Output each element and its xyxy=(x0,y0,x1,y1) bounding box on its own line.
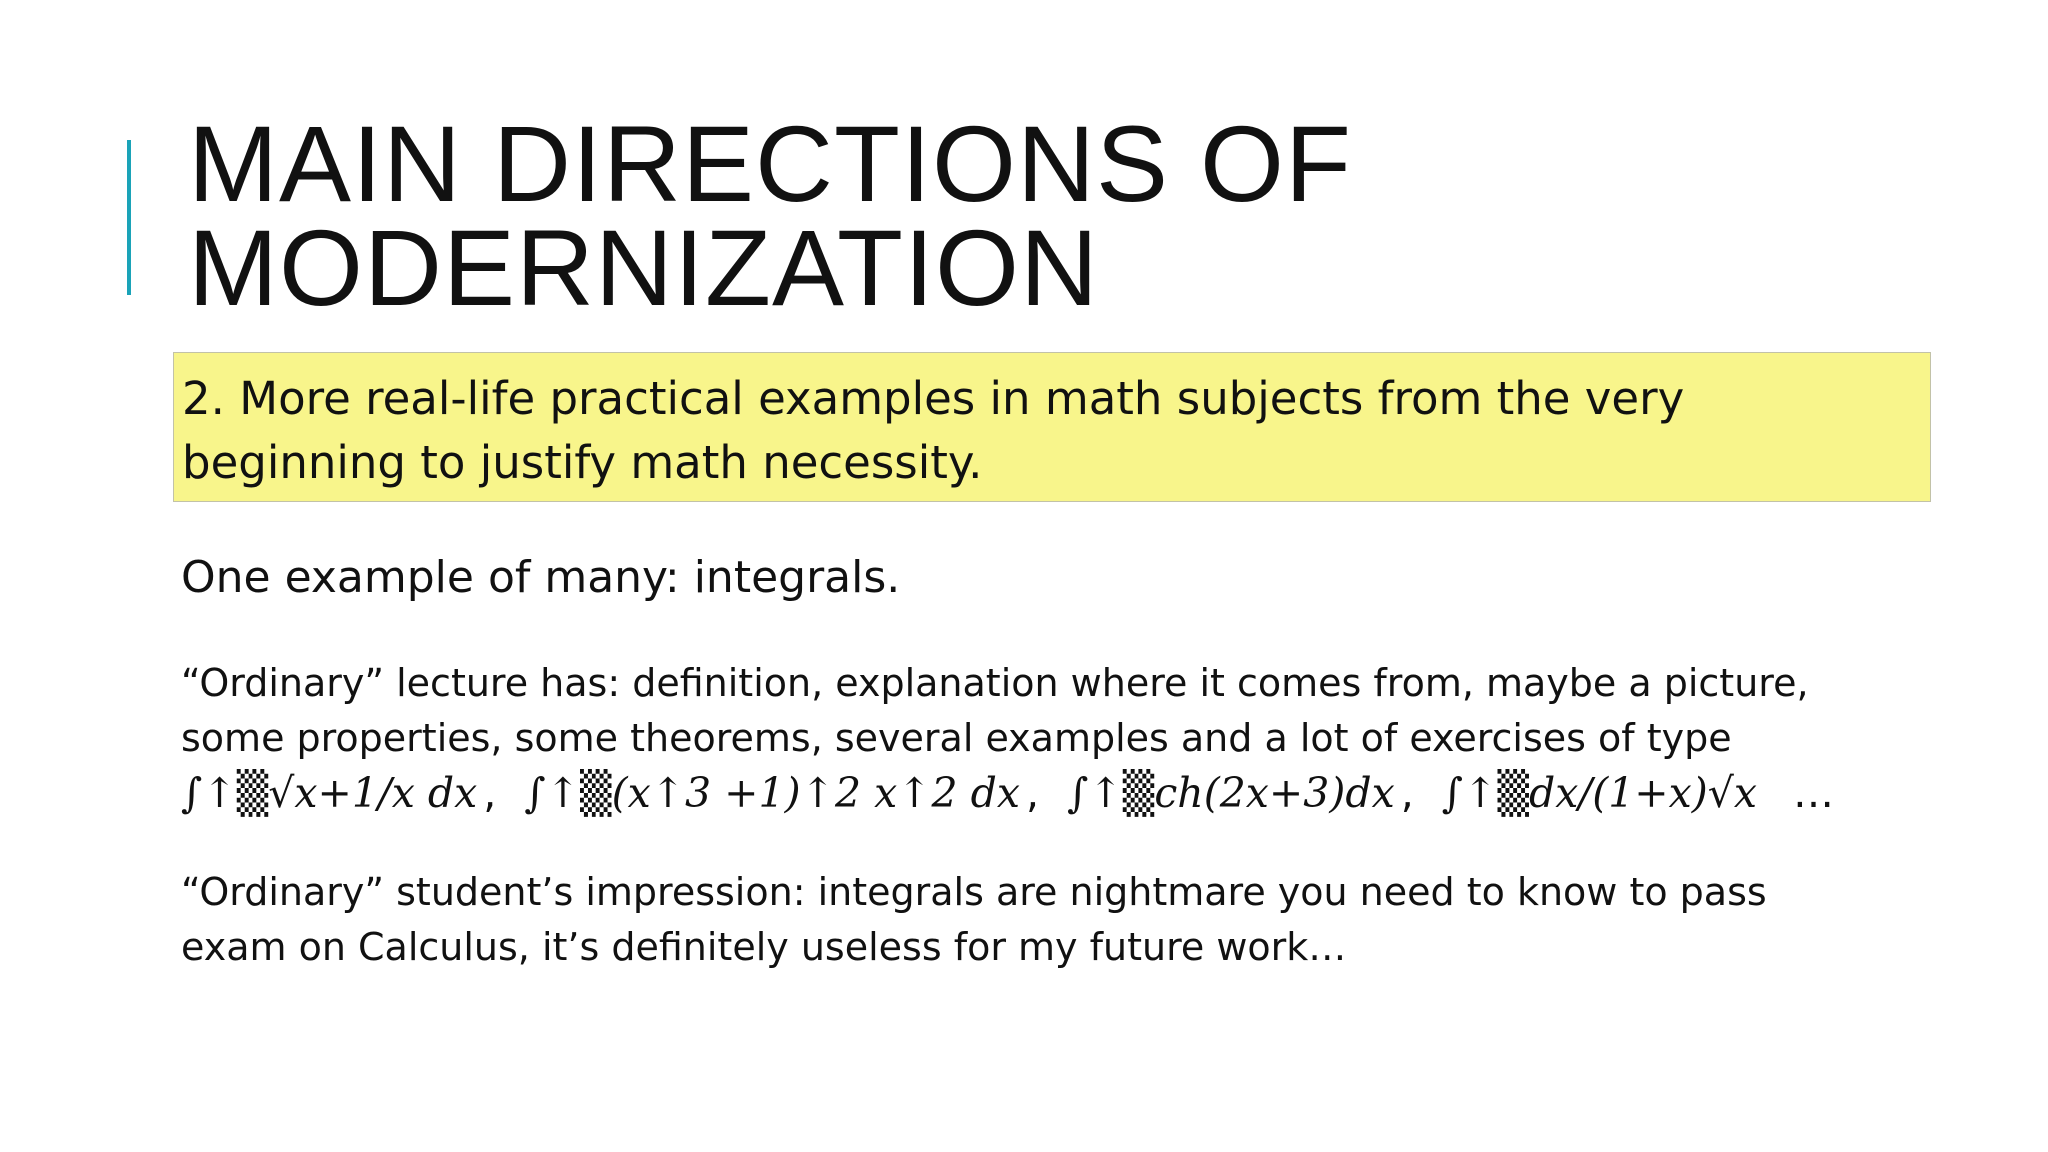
intro-text: One example of many: integrals. xyxy=(181,552,901,603)
slide-title xyxy=(188,103,1353,328)
lecture-paragraph-line-1: “Ordinary” lecture has: definition, explanation where it comes from, maybe a picture, xyxy=(181,661,1809,705)
slide-title-line-2: MODERNIZATION xyxy=(188,207,1099,328)
highlighted-point-line-1: 2. More real-life practical examples in math subjects from the very xyxy=(182,372,1685,425)
highlighted-point xyxy=(173,352,1931,502)
title-accent-bar xyxy=(127,140,131,295)
lecture-paragraph-line-2: some properties, some theorems, several examples and a lot of exercises of type xyxy=(181,716,1732,760)
formula-3: ∫↑▒ch(2x+3)dx xyxy=(1067,769,1395,817)
lecture-paragraph xyxy=(181,656,1834,821)
formula-separator: , xyxy=(1026,769,1040,817)
formula-separator: , xyxy=(483,769,497,817)
student-impression-line-1: “Ordinary” student’s impression: integrals are nightmare you need to know to pass xyxy=(181,870,1767,914)
formula-ellipsis: … xyxy=(1793,769,1834,817)
student-impression-paragraph xyxy=(181,865,1767,975)
formula-separator: , xyxy=(1400,769,1414,817)
slide-title-line-1: MAIN DIRECTIONS OF xyxy=(188,103,1353,224)
student-impression-line-2: exam on Calculus, it’s definitely useless for my future work… xyxy=(181,925,1347,969)
formula-1: ∫↑▒√x+1/x dx xyxy=(181,769,478,817)
formula-2: ∫↑▒(x↑3 +1)↑2 x↑2 dx xyxy=(524,769,1021,817)
highlighted-point-line-2: beginning to justify math necessity. xyxy=(182,436,983,489)
formula-line xyxy=(181,766,1834,821)
formula-4: ∫↑▒dx/(1+x)√x xyxy=(1441,769,1757,817)
